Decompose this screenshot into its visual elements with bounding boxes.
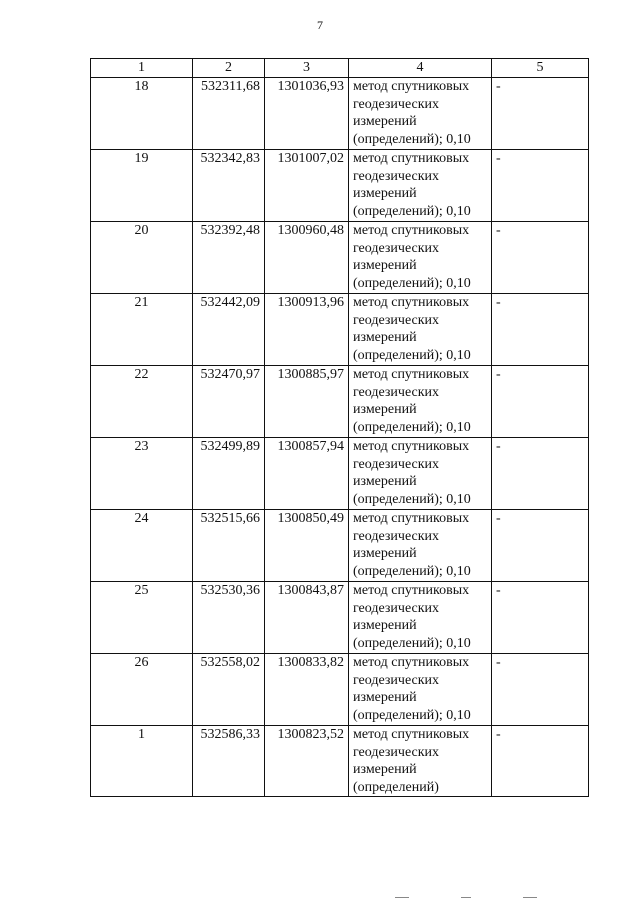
method-cell bbox=[349, 294, 492, 366]
x-coordinate-cell: 532586,33 bbox=[193, 726, 265, 797]
method-line: измерений bbox=[353, 402, 417, 417]
table-row bbox=[91, 150, 589, 222]
y-coordinate-cell: 1300857,94 bbox=[265, 438, 349, 510]
note-cell: - bbox=[492, 222, 589, 294]
method-line: измерений bbox=[353, 618, 417, 633]
x-coordinate-cell: 532392,48 bbox=[193, 222, 265, 294]
x-coordinate-cell: 532442,09 bbox=[193, 294, 265, 366]
method-line: измерений bbox=[353, 474, 417, 489]
method-line: измерений bbox=[353, 690, 417, 705]
y-coordinate-cell: 1301007,02 bbox=[265, 150, 349, 222]
note-cell: - bbox=[492, 150, 589, 222]
point-number-cell: 26 bbox=[91, 654, 193, 726]
y-coordinate-cell: 1300843,87 bbox=[265, 582, 349, 654]
x-coordinate-cell: 532470,97 bbox=[193, 366, 265, 438]
method-line: геодезических bbox=[353, 456, 440, 472]
method-line: геодезических bbox=[353, 600, 440, 616]
method-cell bbox=[349, 726, 492, 797]
method-line: геодезических bbox=[353, 312, 440, 328]
table-row bbox=[91, 726, 589, 797]
point-number-cell: 22 bbox=[91, 366, 193, 438]
table-row bbox=[91, 78, 589, 150]
method-line: метод спутниковых bbox=[353, 295, 470, 310]
column-header: 4 bbox=[349, 59, 492, 78]
note-cell: - bbox=[492, 438, 589, 510]
method-line: геодезических bbox=[353, 744, 440, 760]
method-line: метод спутниковых bbox=[353, 727, 470, 742]
point-number-cell: 23 bbox=[91, 438, 193, 510]
note-cell: - bbox=[492, 654, 589, 726]
point-number-cell: 21 bbox=[91, 294, 193, 366]
table-row bbox=[91, 438, 589, 510]
note-cell: - bbox=[492, 294, 589, 366]
method-line: измерений bbox=[353, 114, 417, 129]
table-row bbox=[91, 366, 589, 438]
table-row bbox=[91, 294, 589, 366]
table-row bbox=[91, 222, 589, 294]
method-cell bbox=[349, 582, 492, 654]
method-line: геодезических bbox=[353, 168, 440, 184]
method-line: (определений); 0,10 bbox=[353, 635, 471, 651]
method-line: метод спутниковых bbox=[353, 583, 470, 598]
scan-mark bbox=[395, 897, 409, 898]
scan-mark bbox=[523, 897, 537, 898]
method-line: (определений); 0,10 bbox=[353, 707, 471, 723]
x-coordinate-cell: 532499,89 bbox=[193, 438, 265, 510]
point-number-cell: 20 bbox=[91, 222, 193, 294]
method-line: (определений); 0,10 bbox=[353, 563, 471, 579]
y-coordinate-cell: 1301036,93 bbox=[265, 78, 349, 150]
point-number-cell: 25 bbox=[91, 582, 193, 654]
method-line: геодезических bbox=[353, 672, 440, 688]
x-coordinate-cell: 532311,68 bbox=[193, 78, 265, 150]
method-line: измерений bbox=[353, 258, 417, 273]
method-line: (определений); 0,10 bbox=[353, 491, 471, 507]
method-line: метод спутниковых bbox=[353, 655, 470, 670]
y-coordinate-cell: 1300833,82 bbox=[265, 654, 349, 726]
method-line: метод спутниковых bbox=[353, 79, 470, 94]
note-cell: - bbox=[492, 78, 589, 150]
method-cell bbox=[349, 366, 492, 438]
method-line: (определений) bbox=[353, 779, 439, 795]
note-cell: - bbox=[492, 582, 589, 654]
method-line: геодезических bbox=[353, 96, 440, 112]
table-header-row bbox=[91, 59, 589, 78]
method-line: (определений); 0,10 bbox=[353, 275, 471, 291]
method-line: метод спутниковых bbox=[353, 511, 470, 526]
method-cell bbox=[349, 222, 492, 294]
table-row bbox=[91, 510, 589, 582]
column-header: 5 bbox=[492, 59, 589, 78]
method-line: геодезических bbox=[353, 528, 440, 544]
x-coordinate-cell: 532530,36 bbox=[193, 582, 265, 654]
method-cell bbox=[349, 150, 492, 222]
y-coordinate-cell: 1300885,97 bbox=[265, 366, 349, 438]
note-cell: - bbox=[492, 726, 589, 797]
y-coordinate-cell: 1300960,48 bbox=[265, 222, 349, 294]
point-number-cell: 1 bbox=[91, 726, 193, 797]
method-line: измерений bbox=[353, 546, 417, 561]
x-coordinate-cell: 532342,83 bbox=[193, 150, 265, 222]
column-header: 1 bbox=[91, 59, 193, 78]
y-coordinate-cell: 1300850,49 bbox=[265, 510, 349, 582]
note-cell: - bbox=[492, 510, 589, 582]
method-line: (определений); 0,10 bbox=[353, 131, 471, 147]
method-cell bbox=[349, 438, 492, 510]
method-line: геодезических bbox=[353, 384, 440, 400]
scan-artifact-marks bbox=[395, 897, 555, 901]
scan-mark bbox=[461, 897, 471, 898]
method-line: геодезических bbox=[353, 240, 440, 256]
point-number-cell: 19 bbox=[91, 150, 193, 222]
page-number: 7 bbox=[317, 18, 323, 32]
y-coordinate-cell: 1300913,96 bbox=[265, 294, 349, 366]
point-number-cell: 18 bbox=[91, 78, 193, 150]
method-cell bbox=[349, 510, 492, 582]
method-line: измерений bbox=[353, 762, 417, 777]
method-line: (определений); 0,10 bbox=[353, 203, 471, 219]
method-line: метод спутниковых bbox=[353, 223, 470, 238]
method-line: метод спутниковых bbox=[353, 151, 470, 166]
method-cell bbox=[349, 654, 492, 726]
x-coordinate-cell: 532515,66 bbox=[193, 510, 265, 582]
method-line: измерений bbox=[353, 330, 417, 345]
coordinates-table bbox=[90, 58, 589, 797]
method-line: измерений bbox=[353, 186, 417, 201]
column-header: 2 bbox=[193, 59, 265, 78]
x-coordinate-cell: 532558,02 bbox=[193, 654, 265, 726]
method-line: (определений); 0,10 bbox=[353, 419, 471, 435]
table-row bbox=[91, 582, 589, 654]
method-cell bbox=[349, 78, 492, 150]
point-number-cell: 24 bbox=[91, 510, 193, 582]
y-coordinate-cell: 1300823,52 bbox=[265, 726, 349, 797]
method-line: (определений); 0,10 bbox=[353, 347, 471, 363]
table-row bbox=[91, 654, 589, 726]
method-line: метод спутниковых bbox=[353, 439, 470, 454]
column-header: 3 bbox=[265, 59, 349, 78]
note-cell: - bbox=[492, 366, 589, 438]
method-line: метод спутниковых bbox=[353, 367, 470, 382]
